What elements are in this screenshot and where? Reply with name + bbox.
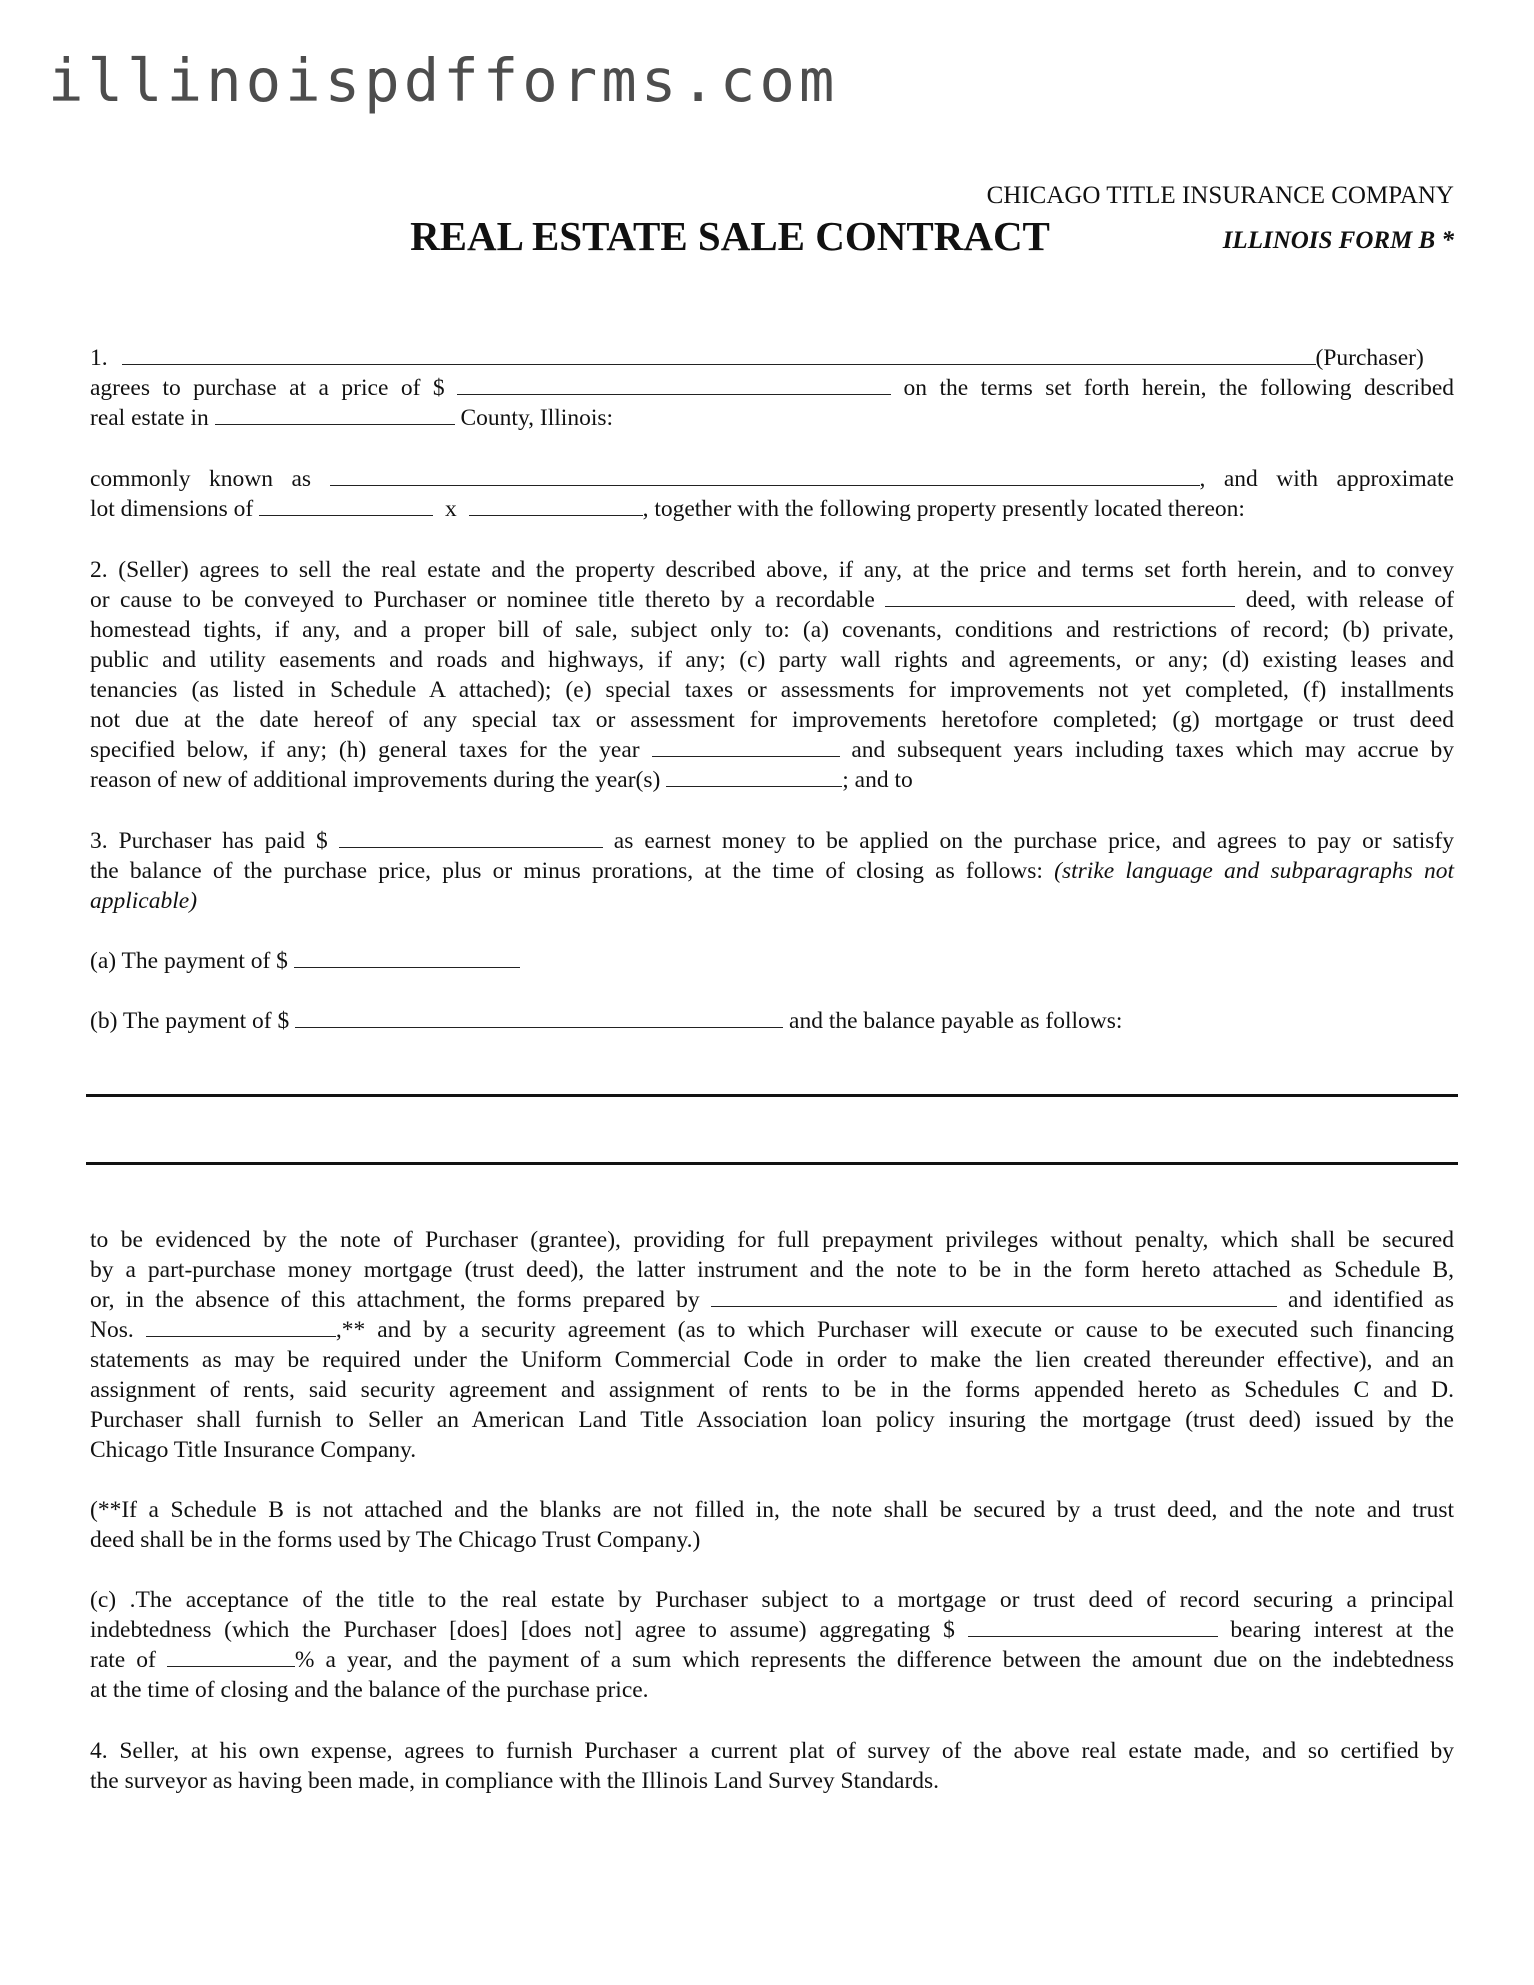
payment-c [90, 1585, 1454, 1705]
lot-depth-field[interactable] [469, 495, 643, 516]
evidence-line: statements as may be required under the Uniform Commercial Code in order to make the lien created thereunder effective), and an [90, 1347, 1454, 1373]
document-title: REAL ESTATE SALE CONTRACT [410, 213, 1050, 259]
evidence-line: Purchaser shall furnish to Seller an American Land Title Association loan policy insuring the mortgage (trust deed) issued by the [90, 1407, 1454, 1433]
tax-year-field[interactable] [652, 736, 840, 757]
evidence-paragraph [90, 1225, 1454, 1465]
earnest-money-field[interactable] [339, 827, 603, 848]
section-1-number: 1. [90, 345, 108, 371]
evidence-line: assignment of rents, said security agreement and assignment of rents to be in the forms appended hereto as Schedules C and D. [90, 1377, 1454, 1403]
payment-a-label: (a) The payment of $ [90, 948, 288, 974]
evidence-line: by a part-purchase money mortgage (trust deed), the latter instrument and the note to be in the form hereto attached as Schedule B, [90, 1257, 1454, 1283]
common-address-field[interactable] [330, 465, 1200, 486]
form-numbers-field[interactable] [146, 1316, 336, 1337]
form-label: ILLINOIS FORM B * [1222, 227, 1454, 254]
section-3-line: the balance of the purchase price, plus or minus prorations, at the time of closing as follows: [90, 858, 1043, 884]
lot-x: x [444, 496, 457, 522]
payment-c-line: at the time of closing and the balance of the purchase price. [90, 1677, 649, 1703]
section-4-line: 4. Seller, at his own expense, agrees to furnish Purchaser a current plat of survey of the above real estate made, and so certified by [90, 1738, 1454, 1764]
section-1 [90, 343, 1454, 433]
known-prefix: commonly known as [90, 466, 312, 492]
section-2-line: tenancies (as listed in Schedule A attached); (e) special taxes or assessments for improvements not yet completed, (f) installments [90, 677, 1454, 703]
balance-line-1[interactable] [86, 1094, 1458, 1097]
known-suffix: , and with approximate [1199, 466, 1454, 492]
section-2-line: reason of new of additional improvements during the year(s) [90, 767, 661, 793]
evidence-line: ,** and by a security agreement (as to which Purchaser will execute or cause to be executed such financing [335, 1317, 1454, 1343]
section-2-line: specified below, if any; (h) general taxes for the year [90, 737, 640, 763]
payment-c-line: bearing interest at the [1230, 1617, 1455, 1643]
county-field[interactable] [215, 404, 455, 425]
purchaser-label: (Purchaser) [1315, 345, 1424, 371]
payment-b-label: (b) The payment of $ [90, 1008, 290, 1034]
company-name: CHICAGO TITLE INSURANCE COMPANY [986, 182, 1454, 209]
section-2-line: ; and to [842, 767, 913, 793]
section-4 [90, 1736, 1454, 1796]
strike-note: applicable) [90, 888, 198, 914]
section-2-line: public and utility easements and roads and highways, if any; (c) party wall rights and agreements, or any; (d) existing leases and [90, 647, 1454, 673]
section-1-location [90, 464, 1454, 524]
indebtedness-field[interactable] [968, 1616, 1218, 1637]
price-prefix: agrees to purchase at a price of $ [90, 375, 445, 401]
payment-b-field[interactable] [295, 1007, 783, 1028]
lot-suffix: , together with the following property presently located thereon: [642, 496, 1245, 522]
payment-b [90, 1006, 1454, 1036]
section-3-line: 3. Purchaser has paid $ [90, 828, 328, 854]
improvement-years-field[interactable] [666, 766, 842, 787]
note-line: (**If a Schedule B is not attached and the blanks are not filled in, the note shall be secured by a trust deed, and the note and trust [90, 1497, 1454, 1523]
payment-a-field[interactable] [294, 947, 520, 968]
purchaser-name-field[interactable] [122, 344, 1316, 365]
section-2-line: not due at the date hereof of any special tax or assessment for improvements heretofore completed; (g) mortgage or trust deed [90, 707, 1454, 733]
section-3 [90, 826, 1454, 916]
deed-type-field[interactable] [885, 586, 1235, 607]
note-line: deed shall be in the forms used by The Chicago Trust Company.) [90, 1527, 701, 1553]
lot-width-field[interactable] [259, 495, 433, 516]
section-4-line: the surveyor as having been made, in compliance with the Illinois Land Survey Standards. [90, 1768, 940, 1794]
section-2 [90, 555, 1454, 795]
evidence-line: Chicago Title Insurance Company. [90, 1437, 417, 1463]
watermark: illinoispdfforms.com [48, 46, 839, 115]
payment-a [90, 946, 1454, 976]
section-2-line: and subsequent years including taxes which may accrue by [851, 737, 1455, 763]
section-3-line: as earnest money to be applied on the purchase price, and agrees to pay or satisfy [613, 828, 1455, 854]
price-suffix: on the terms set forth herein, the following described [903, 375, 1455, 401]
section-2-line: homestead tights, if any, and a proper bill of sale, subject only to: (a) covenants, conditions and restrictions of record; (b) private, [90, 617, 1454, 643]
payment-c-line: (c) .The acceptance of the title to the real estate by Purchaser subject to a mortgage or trust deed of record securing a principal [90, 1587, 1454, 1613]
section-2-line: deed, with release of [1245, 587, 1455, 613]
price-field[interactable] [457, 374, 891, 395]
interest-rate-field[interactable] [167, 1646, 295, 1667]
payment-c-line: % a year, and the payment of a sum which represents the difference between the amount due on the indebtedness [294, 1647, 1455, 1673]
schedule-b-note [90, 1495, 1454, 1555]
county-prefix: real estate in [90, 405, 209, 431]
balance-line-2[interactable] [86, 1162, 1458, 1165]
forms-prepared-by-field[interactable] [711, 1286, 1277, 1307]
payment-b-suffix: and the balance payable as follows: [789, 1008, 1123, 1034]
evidence-line: and identified as [1288, 1287, 1454, 1313]
evidence-line: Nos. [90, 1317, 134, 1343]
strike-note: (strike language and subparagraphs not [1054, 858, 1454, 884]
evidence-line: or, in the absence of this attachment, the forms prepared by [90, 1287, 700, 1313]
payment-c-line: rate of [90, 1647, 156, 1673]
lot-prefix: lot dimensions of [90, 496, 254, 522]
evidence-line: to be evidenced by the note of Purchaser (grantee), providing for full prepayment privileges without penalty, which shall be secured [90, 1227, 1454, 1253]
section-2-line: or cause to be conveyed to Purchaser or nominee title thereto by a recordable [90, 587, 875, 613]
section-2-line: 2. (Seller) agrees to sell the real estate and the property described above, if any, at the price and terms set forth herein, and to convey [90, 557, 1454, 583]
county-suffix: County, Illinois: [460, 405, 614, 431]
payment-c-line: indebtedness (which the Purchaser [does] [does not] agree to assume) aggregating $ [90, 1617, 955, 1643]
